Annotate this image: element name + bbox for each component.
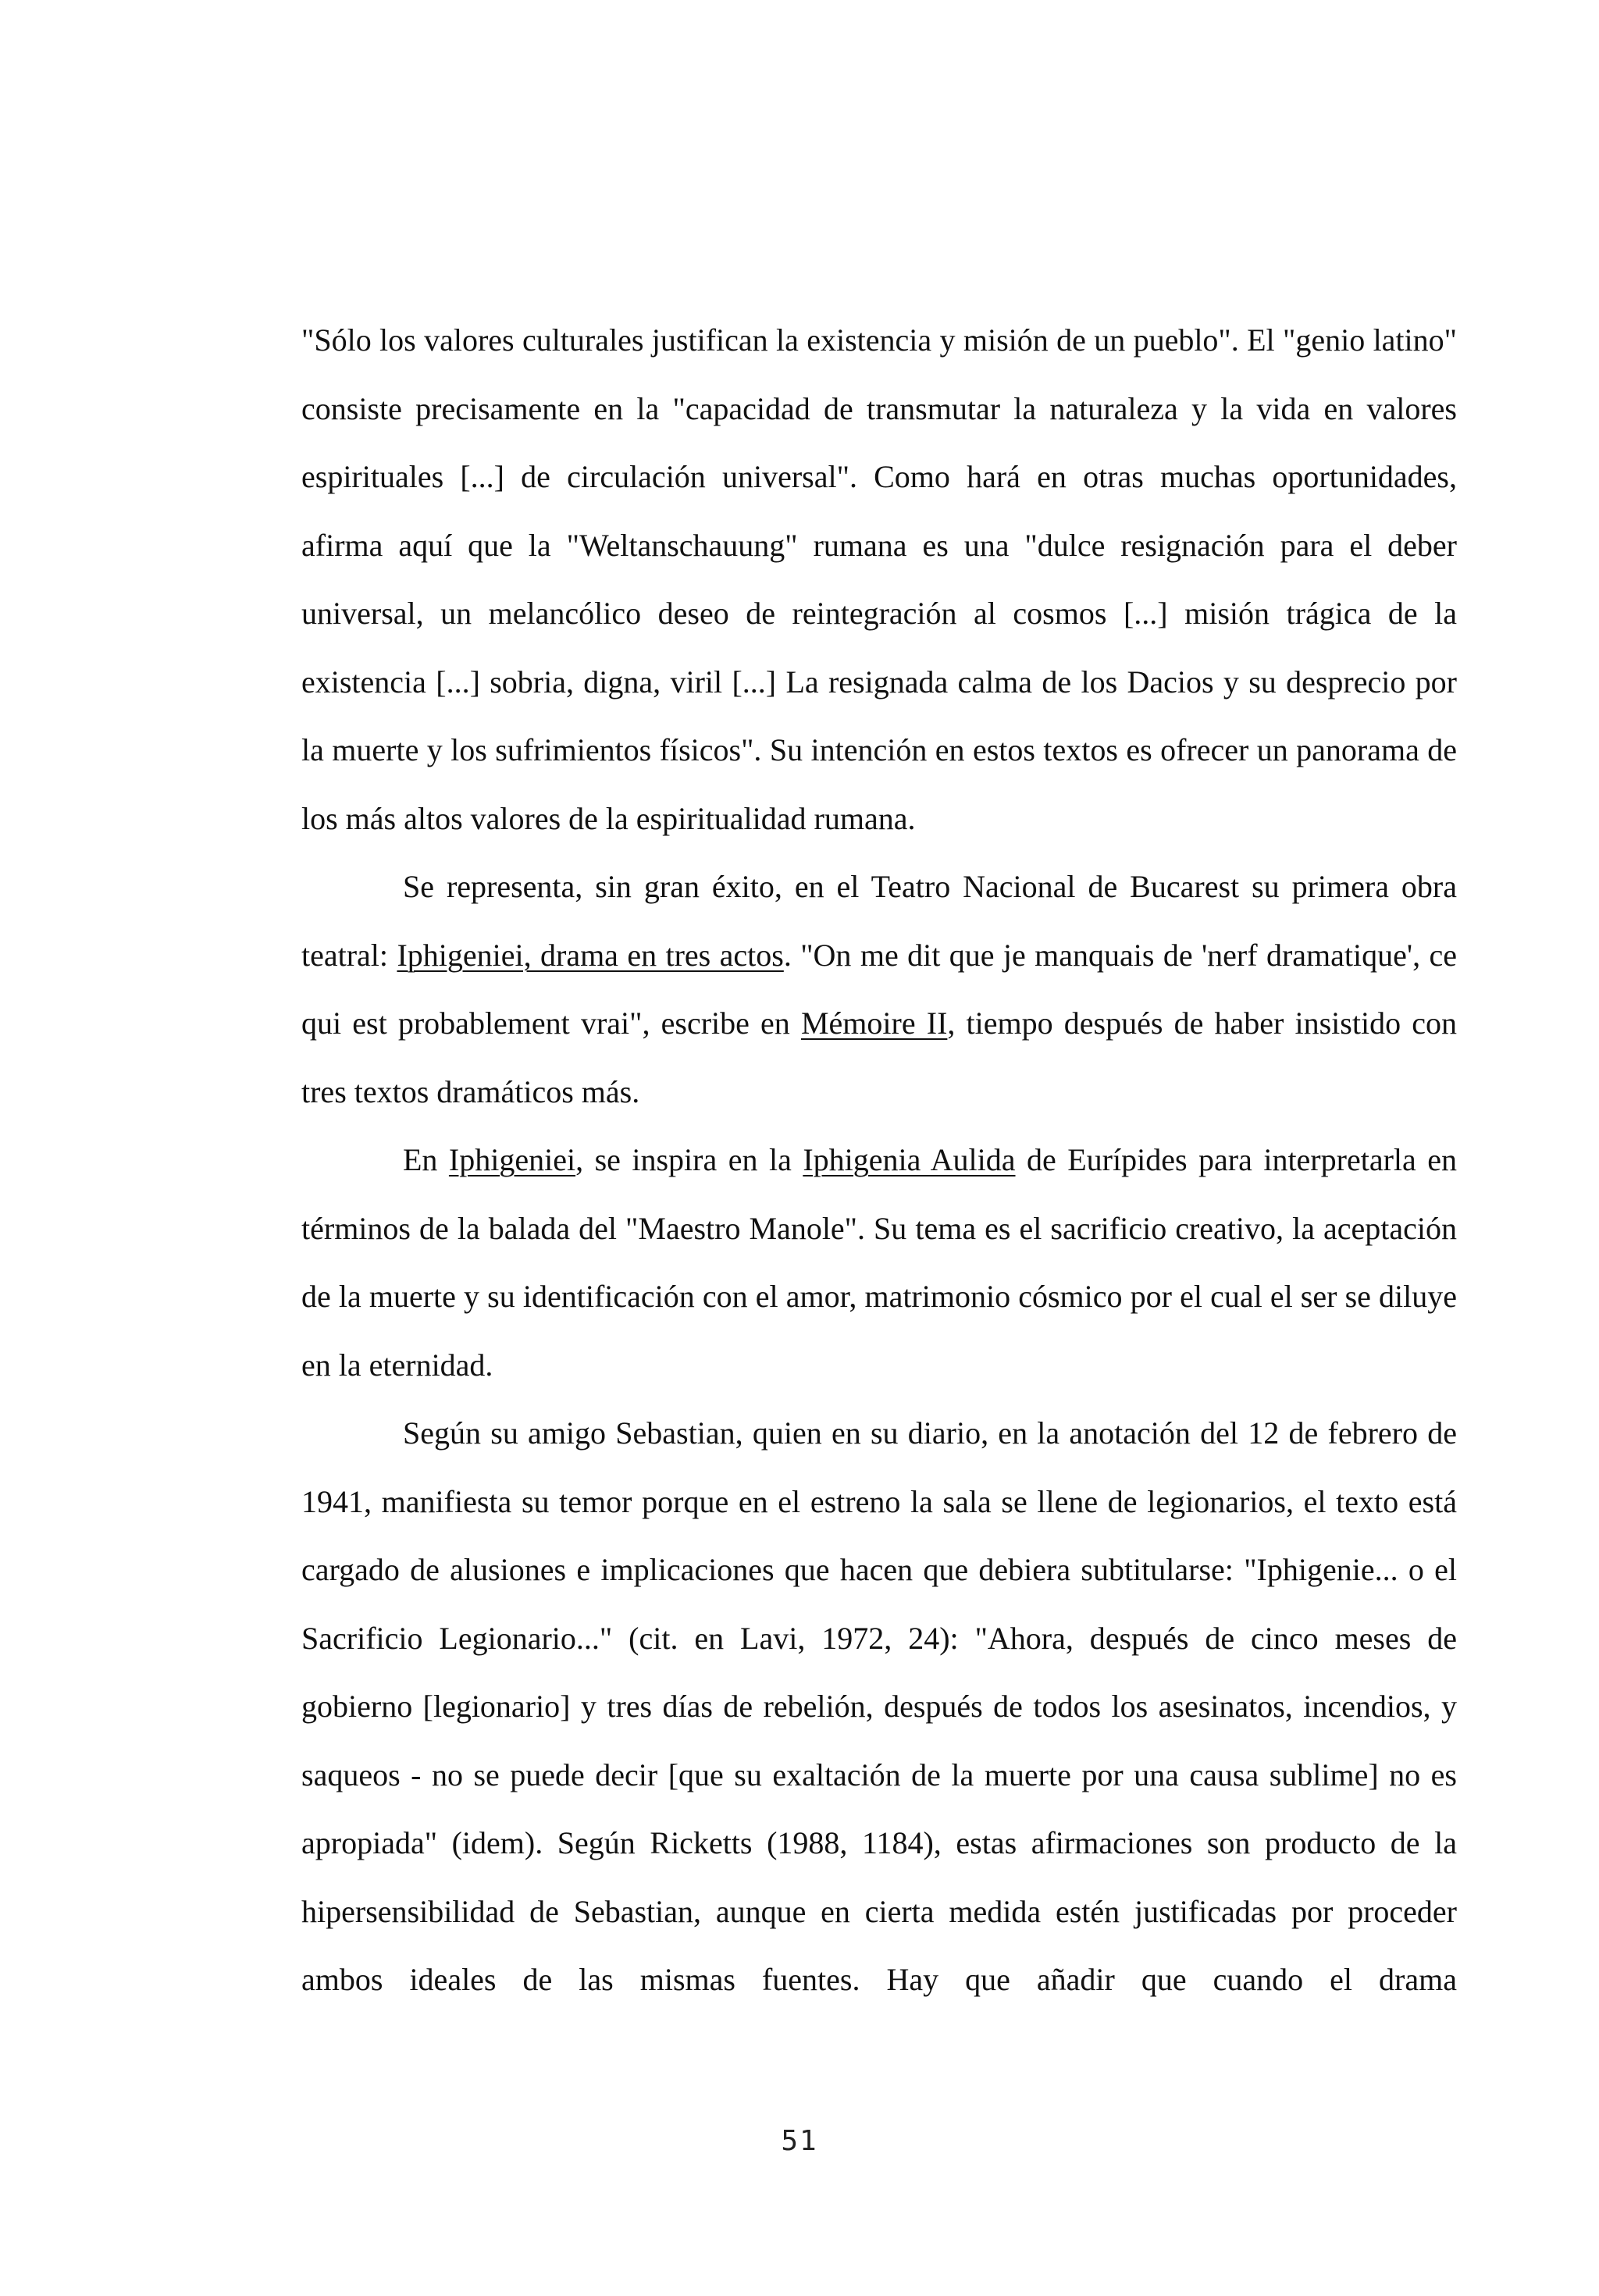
paragraph-3-text-a: En (403, 1142, 449, 1177)
title-iphigeniei: Iphigeniei (448, 1142, 576, 1177)
paragraph-2-text-a: Se representa, sin gran éxito, en el Teatro Nacional de Bucarest su primera obra teatral: (301, 869, 1457, 973)
paragraph-1-text: "Sólo los valores culturales justifican la existencia y misión de un pueblo". El "genio latino" consiste precisamente en la "capacidad de transmutar la naturaleza y la vida en valores espirituales [...] de circulación universal". Como hará en otras muchas oportunidades, afirma aquí que la "Weltanschauung" rumana es una "dulce resignación para el deber universal, un melancólico deseo de reintegración al cosmos [...] misión trágica de la existencia [...] sobria, digna, viril [...] La resignada calma de los Dacios y su desprecio por la muerte y los sufrimientos físicos". Su intención en estos textos es ofrecer un panorama de los más altos valores de la espiritualidad rumana. (301, 322, 1457, 836)
paragraph-3-text-c: de Eurípides para interpretarla en términos de la balada del "Maestro Manole". Su tema es el sacrificio creativo, la aceptación de la muerte y su identificación con el amor, matrimonio cósmico por el cual el ser se diluye en la eternidad. (301, 1142, 1457, 1383)
paragraph-3-text-b: , se inspira en la (575, 1142, 803, 1177)
paragraph-4-text: Según su amigo Sebastian, quien en su diario, en la anotación del 12 de febrero de 1941, manifiesta su temor porque en el estreno la sala se llene de legionarios, el texto está cargado de alusiones e implicaciones que hacen que debiera subtitularse: "Iphigenie... o el Sacrificio Legionario..." (cit. en Lavi, 1972, 24): "Ahora, después de cinco meses de gobierno [legionario] y tres días de rebelión, después de todos los asesinatos, incendios, y saqueos - no se puede decir [que su exaltación de la muerte por una causa sublime] no es apropiada" (idem). Según Ricketts (1988, 1184), estas afirmaciones son producto de la hipersensibilidad de Sebastian, aunque en cierta medida estén justificadas por proceder ambos ideales de las mismas fuentes. Hay que añadir que cuando el drama (301, 1415, 1457, 1997)
paragraph-1 (301, 306, 1457, 853)
page-number: 51 (781, 2125, 818, 2157)
paragraph-3 (301, 1126, 1457, 1399)
paragraph-4 (301, 1399, 1457, 2014)
title-memoire-ii: Mémoire II (800, 1006, 948, 1041)
paragraph-2-text-c: , tiempo después de haber insistido con tres textos dramáticos más. (301, 1006, 1458, 1109)
title-iphigenia-aulida: Iphigenia Aulida (803, 1142, 1016, 1177)
paragraph-2-text-b: . "On me dit que je manquais de 'nerf dramatique', ce qui est probablement vrai", escribe en (301, 937, 1457, 1041)
title-iphigeniei-drama: Iphigeniei, drama en tres actos (397, 937, 784, 973)
paragraph-2 (301, 853, 1457, 1126)
document-body (301, 306, 1457, 2014)
